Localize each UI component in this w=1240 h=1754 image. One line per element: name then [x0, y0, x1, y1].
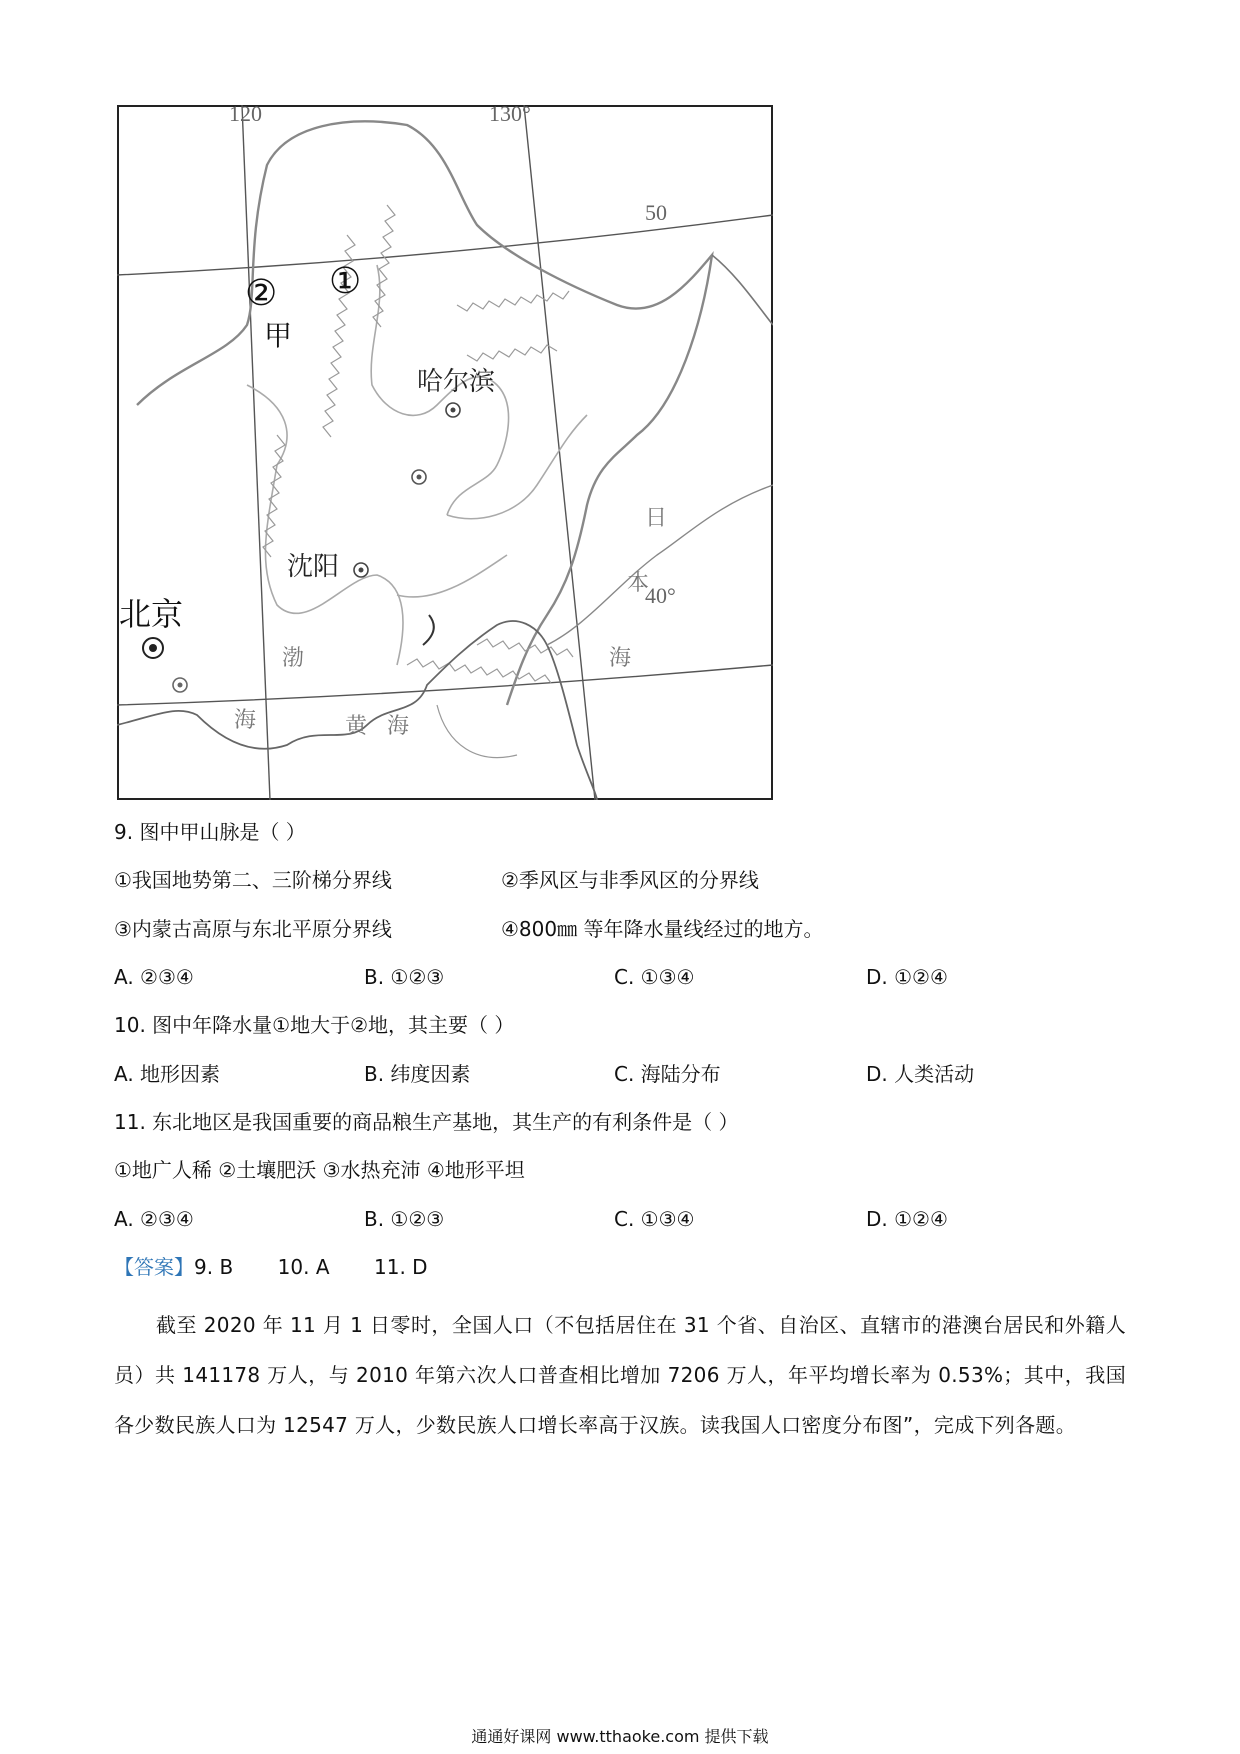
marker-1: ①	[329, 261, 362, 302]
answer-line	[114, 1253, 428, 1281]
q11-option-d: D. ①②④	[866, 1207, 948, 1231]
footer-credit: 通通好课网 www.tthaoke.com 提供下载	[471, 1727, 769, 1746]
q11-option-b: B. ①②③	[364, 1207, 445, 1231]
answer-text: 9. B 10. A 11. D	[194, 1255, 428, 1279]
q9-item-3: ③内蒙古高原与东北平原分界线	[114, 917, 392, 941]
q9-option-d: D. ①②④	[866, 965, 948, 989]
q10-option-b: B. 纬度因素	[364, 1062, 471, 1086]
sea-label-bo: 渤	[282, 646, 305, 671]
map-frame	[118, 106, 772, 799]
lon-label-130: 130°	[489, 105, 531, 126]
q9-item-2: ②季风区与非季风区的分界线	[501, 868, 759, 892]
q10-option-d: D. 人类活动	[866, 1062, 975, 1086]
northeast-china-map	[117, 105, 773, 800]
lon-label-120: 120	[229, 105, 262, 126]
q9-item-1: ①我国地势第二、三阶梯分界线	[114, 868, 392, 892]
q9-option-b: B. ①②③	[364, 965, 445, 989]
japan-sea-ben: 本	[627, 571, 650, 596]
population-passage	[114, 1300, 1126, 1450]
city-shenyang: 沈阳	[287, 552, 340, 582]
city-harbin: 哈尔滨	[417, 367, 496, 397]
q11-option-a: A. ②③④	[114, 1207, 194, 1231]
q9-item-4: ④800㎜ 等年降水量线经过的地方。	[501, 917, 824, 941]
map-figure	[117, 105, 773, 800]
sea-label-hai-3: 海	[609, 646, 632, 671]
japan-sea-ri: 日	[645, 506, 668, 531]
q10-option-a: A. 地形因素	[114, 1062, 221, 1086]
q9-stem: 9. 图中甲山脉是（ ）	[114, 820, 306, 844]
q9-option-c: C. ①③④	[614, 965, 695, 989]
sea-label-huang: 黄	[345, 714, 368, 739]
q9-option-a: A. ②③④	[114, 965, 194, 989]
lat-label-40: 40°	[645, 583, 676, 608]
q11-option-c: C. ①③④	[614, 1207, 695, 1231]
sea-label-hai-1: 海	[234, 708, 257, 733]
q10-option-c: C. 海陆分布	[614, 1062, 721, 1086]
sea-label-hai-2: 海	[387, 714, 410, 739]
passage-text: 截至 2020 年 11 月 1 日零时，全国人口（不包括居住在 31 个省、自治区、直辖市的港澳台居民和外籍人员）共 141178 万人，与 2010 年第六次人口普查相比增加 7206 万人，年平均增长率为 0.53%；其中，我国各少数民族人口为 12547 万人，少数民族人口增长率高于汉族。读我国人口密度分布图”，完成下列各题。	[114, 1313, 1126, 1437]
q11-items: ①地广人稀 ②土壤肥沃 ③水热充沛 ④地形平坦	[114, 1158, 525, 1182]
q11-stem: 11. 东北地区是我国重要的商品粮生产基地，其生产的有利条件是（ ）	[114, 1110, 739, 1134]
q10-stem: 10. 图中年降水量①地大于②地，其主要（ ）	[114, 1013, 515, 1037]
lat-label-50: 50	[645, 200, 667, 225]
answer-tag: 【答案】	[114, 1255, 194, 1279]
jia-label: 甲	[264, 319, 293, 352]
city-beijing: 北京	[119, 595, 184, 633]
marker-2: ②	[245, 273, 278, 314]
